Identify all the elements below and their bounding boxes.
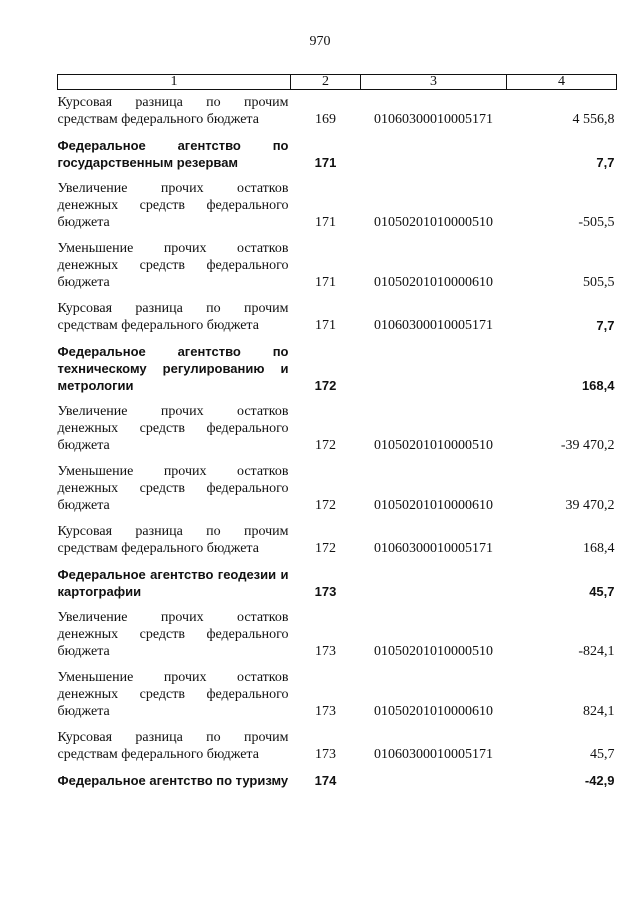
row-name: Курсовая разница по прочим средствам федерального бюджета [57, 524, 289, 556]
column-header-2: 2 [291, 75, 361, 90]
table-header [58, 75, 617, 90]
row-name: Увеличение прочих остатков денежных средств федерального бюджета [57, 181, 289, 230]
row-value: -824,1 [578, 644, 615, 659]
row-code: 01050201010000510 [374, 215, 493, 230]
table-row [58, 665, 617, 725]
row-code: 01050201010000610 [374, 498, 493, 513]
row-value: -39 470,2 [560, 438, 615, 453]
row-number: 171 [315, 215, 336, 230]
row-number: 171 [315, 275, 336, 290]
row-value: 7,7 [596, 155, 615, 170]
row-number: 172 [315, 438, 336, 453]
table-row [58, 562, 617, 605]
row-code [361, 339, 507, 399]
row-name: Курсовая разница по прочим средствам федерального бюджета [57, 730, 289, 762]
row-code: 01060300010005171 [374, 747, 493, 762]
row-name: Увеличение прочих остатков денежных средств федерального бюджета [57, 404, 289, 453]
row-number: 173 [315, 704, 336, 719]
column-header-1: 1 [58, 75, 291, 90]
row-code: 01060300010005171 [374, 541, 493, 556]
row-name: Уменьшение прочих остатков денежных средств федерального бюджета [57, 670, 289, 719]
row-number: 172 [315, 498, 336, 513]
row-number: 173 [315, 747, 336, 762]
row-name: Федеральное агентство по техническому регулированию и метрологии [57, 344, 289, 393]
row-value: -505,5 [578, 215, 615, 230]
column-header-3: 3 [361, 75, 507, 90]
table-body [58, 90, 617, 795]
row-name: Курсовая разница по прочим средствам федерального бюджета [57, 95, 289, 127]
table-row [58, 176, 617, 236]
row-value: 168,4 [583, 541, 615, 556]
table-row [58, 459, 617, 519]
row-number: 174 [314, 773, 337, 788]
table-row [58, 768, 617, 794]
table-row [58, 725, 617, 768]
row-value: 824,1 [583, 704, 615, 719]
table-row [58, 90, 617, 134]
row-code [361, 562, 507, 605]
row-code [361, 133, 507, 176]
row-value: 7,7 [596, 318, 615, 333]
row-code: 01060300010005171 [374, 112, 493, 127]
row-value: 39 470,2 [565, 498, 615, 513]
row-code [361, 768, 507, 794]
table-row [58, 339, 617, 399]
row-value: 45,7 [590, 747, 615, 762]
row-name: Уменьшение прочих остатков денежных средств федерального бюджета [57, 464, 289, 513]
row-number: 169 [315, 112, 336, 127]
table-row [58, 133, 617, 176]
row-number: 171 [315, 318, 336, 333]
row-name: Уменьшение прочих остатков денежных средств федерального бюджета [57, 241, 289, 290]
row-number: 172 [314, 378, 337, 393]
row-number: 172 [315, 541, 336, 556]
row-code: 01050201010000510 [374, 438, 493, 453]
row-name: Курсовая разница по прочим средствам федерального бюджета [57, 301, 289, 333]
table-row [58, 399, 617, 459]
row-value: 168,4 [581, 378, 615, 393]
row-value: 45,7 [589, 584, 615, 599]
row-name: Федеральное агентство по государственным резервам [57, 138, 289, 170]
page-number: 970 [309, 34, 331, 49]
row-name: Федеральное агентство по туризму [57, 773, 289, 788]
table-row [58, 519, 617, 562]
table-row [58, 296, 617, 339]
row-value: -42,9 [584, 773, 615, 788]
table-row [58, 605, 617, 665]
column-header-4: 4 [507, 75, 617, 90]
row-name: Федеральное агентство геодезии и картографии [57, 567, 289, 599]
row-code: 01060300010005171 [374, 318, 493, 333]
row-number: 173 [314, 584, 337, 599]
row-number: 171 [314, 155, 337, 170]
row-value: 4 556,8 [572, 112, 615, 127]
row-number: 173 [315, 644, 336, 659]
row-code: 01050201010000510 [374, 644, 493, 659]
row-code: 01050201010000610 [374, 704, 493, 719]
row-name: Увеличение прочих остатков денежных средств федерального бюджета [57, 610, 289, 659]
row-code: 01050201010000610 [374, 275, 493, 290]
budget-table [57, 74, 617, 794]
row-value: 505,5 [583, 275, 615, 290]
table-row [58, 236, 617, 296]
